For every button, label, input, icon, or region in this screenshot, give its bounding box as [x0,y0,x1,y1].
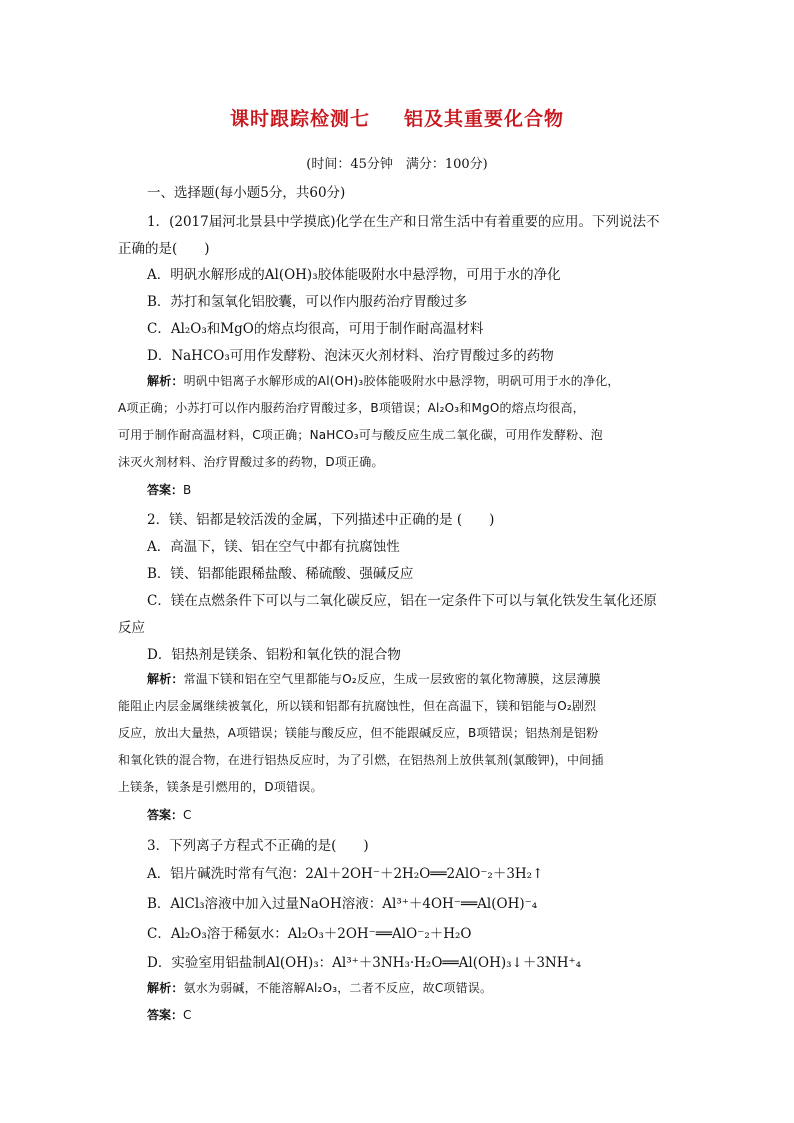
explanation-label: 解析： [147,672,184,686]
q1-answer [147,481,678,498]
q1-explanation-line2: A项正确；小苏打可以作内服药治疗胃酸过多，B项错误；Al₂O₃和MgO的熔点均很高， [118,401,585,415]
q3-option-d: D．实验室用铝盐制Al(OH)₃：Al³⁺＋3NH₃·H₂O══Al(OH)₃↓＋3NH⁺₄ [147,955,582,971]
q2-option-c-line2: 反应 [118,620,145,636]
q1-option-d: D．NaHCO₃可用作发酵粉、泡沫灭火剂材料、治疗胃酸过多的药物 [147,348,554,364]
q2-explanation-line4: 和氧化铁的混合物，在进行铝热反应时，为了引燃，在铝热剂上放供氧剂(氯酸钾)，中间插 [118,753,604,767]
title-right: 铝及其重要化合物 [404,108,565,130]
answer-label: 答案： [147,1008,184,1022]
q3-explanation-text: 氨水为弱碱，不能溶解Al₂O₃，二者不反应，故C项错误。 [183,981,493,995]
q2-option-a: A．高温下，镁、铝在空气中都有抗腐蚀性 [147,539,400,555]
q1-option-b: B．苏打和氢氧化铝胶囊，可以作内服药治疗胃酸过多 [147,294,468,310]
q1-explanation-line4: 沫灭火剂材料、治疗胃酸过多的药物，D项正确。 [118,455,384,469]
q2-answer-value: C [183,808,192,822]
q2-explanation-line2: 能阻止内层金属继续被氧化，所以镁和铝都有抗腐蚀性，但在高温下，镁和铝能与O₂剧烈 [118,699,597,713]
section-heading: 一、选择题(每小题5分，共60分) [147,185,346,201]
q1-explanation-line3: 可用于制作耐高温材料，C项正确；NaHCO₃可与酸反应生成二氧化碳，可用作发酵粉、泡 [118,428,603,442]
q2-stem: 2．镁、铝都是较活泼的金属，下列描述中正确的是 ( ) [147,512,495,528]
page-title [0,104,794,131]
q3-explanation [147,979,678,996]
q1-explanation-line1 [147,372,678,389]
q3-answer-value: C [183,1008,192,1022]
q1-explanation-text: 明矾中铝离子水解形成的Al(OH)₃胶体能吸附水中悬浮物，明矾可用于水的净化， [183,374,620,388]
q2-answer [147,806,678,823]
answer-label: 答案： [147,483,184,497]
q1-answer-value: B [183,483,192,497]
q1-option-a: A．明矾水解形成的Al(OH)₃胶体能吸附水中悬浮物，可用于水的净化 [147,267,561,283]
q2-option-c-line1: C．镁在点燃条件下可以与二氧化碳反应，铝在一定条件下可以与氧化铁发生氧化还原 [147,593,657,609]
answer-label: 答案： [147,808,184,822]
q2-explanation-line5: 上镁条，镁条是引燃用的，D项错误。 [118,780,323,794]
q2-option-b: B．镁、铝都能跟稀盐酸、稀硫酸、强碱反应 [147,566,414,582]
q1-stem-line1: 1．(2017届河北景县中学摸底)化学在生产和日常生活中有着重要的应用。下列说法不 [147,214,660,230]
q2-option-d: D．铝热剂是镁条、铝粉和氧化铁的混合物 [147,647,401,663]
q2-explanation-text: 常温下镁和铝在空气里都能与O₂反应，生成一层致密的氧化物薄膜，这层薄膜 [183,672,601,686]
explanation-label: 解析： [147,981,184,995]
exam-meta: (时间：45分钟 满分：100分) [306,157,488,172]
q1-option-c: C．Al₂O₃和MgO的熔点均很高，可用于制作耐高温材料 [147,321,484,337]
q3-option-b: B．AlCl₃溶液中加入过量NaOH溶液：Al³⁺＋4OH⁻══Al(OH)⁻₄ [147,896,538,912]
q3-option-c: C．Al₂O₃溶于稀氨水：Al₂O₃＋2OH⁻══AlO⁻₂＋H₂O [147,926,472,942]
title-left: 课时跟踪检测七 [229,108,370,130]
q1-stem-line2: 正确的是( ) [118,241,210,257]
q2-explanation-line1 [147,670,678,687]
explanation-label: 解析： [147,374,184,388]
q3-option-a: A．铝片碱洗时常有气泡：2Al＋2OH⁻＋2H₂O══2AlO⁻₂＋3H₂↑ [147,866,544,882]
q3-stem: 3．下列离子方程式不正确的是( ) [147,838,369,854]
q2-explanation-line3: 反应，放出大量热，A项错误；镁能与酸反应，但不能跟碱反应，B项错误；铝热剂是铝粉 [118,726,599,740]
q3-answer [147,1006,678,1023]
